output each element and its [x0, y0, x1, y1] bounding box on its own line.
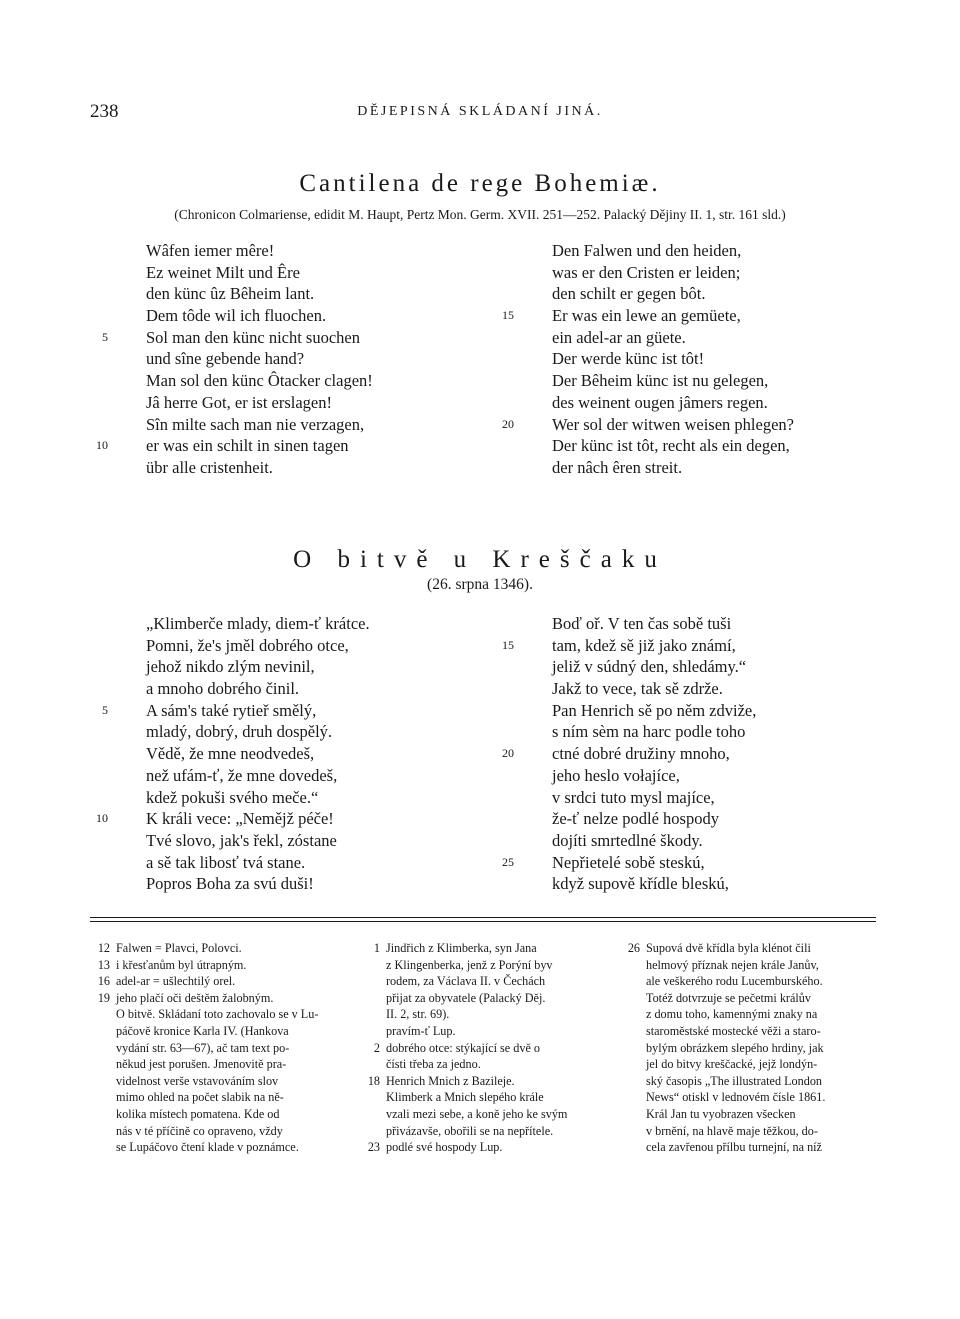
footnote-number — [360, 1023, 386, 1040]
footnotes-column-2 — [360, 940, 620, 1156]
footnote-text: ale veškerého rodu Lucemburského. — [646, 974, 823, 989]
verse-line: než ufám-ť, že mne dovedeš, — [146, 765, 338, 785]
footnote-number — [620, 1006, 646, 1023]
footnote-text: mimo ohled na počet slabik na ně- — [116, 1090, 284, 1105]
section2-date: (26. srpna 1346). — [427, 576, 533, 593]
footnote-text: Henrich Mnich z Bazileje. — [386, 1073, 515, 1088]
verse-line: Er was ein lewe an gemüete, — [552, 306, 741, 326]
footnote-number: 13 — [97, 957, 110, 972]
section2-right-column — [552, 613, 756, 895]
footnote-text: II. 2, str. 69). — [386, 1007, 450, 1022]
verse-line: den schilt er gegen bôt. — [552, 284, 706, 304]
verse-line: „Klimberče mlady, diem-ť krátce. — [146, 614, 370, 633]
verse-line: Dem tôde wil ich fluochen. — [146, 306, 327, 326]
verse-line: Jâ herre Got, er ist erslagen! — [146, 392, 333, 412]
verse-line: Pomni, že's jměl dobrého otce, — [146, 635, 349, 655]
footnote-number — [620, 957, 646, 974]
verse-line: Boď oř. V ten čas sobě tuši — [552, 614, 732, 633]
footnote-text: jel do bitvy kreščacké, jejž londýn- — [646, 1057, 818, 1072]
footnote-text: jeho plačí oči deštěm žalobným. — [116, 990, 274, 1005]
verse-line: v srdci tuto mysl majíce, — [552, 787, 715, 807]
footnote-text: z domu toho, kamennými znaky na — [646, 1007, 818, 1022]
footnote-text: v brnění, na hlavě maje těžkou, do- — [646, 1123, 818, 1138]
footnotes-column-3 — [620, 940, 876, 1156]
footnote-number — [620, 1139, 646, 1156]
verse-line: Jakž to vece, tak sě zdrže. — [552, 679, 723, 699]
verse-line: jeliž v súdný den, shledámy.“ — [552, 657, 747, 677]
verse-line: že-ť nelze podlé hospody — [552, 809, 719, 829]
footnote-line — [620, 1006, 876, 1023]
footnote-text: přivázavše, obořili se na nepřítele. — [386, 1123, 554, 1138]
footnote-line — [620, 1040, 876, 1057]
footnote-line — [90, 1006, 356, 1023]
verse-line: der nâch êren streit. — [552, 457, 683, 477]
verse-line: Der werde künc ist tôt! — [552, 349, 705, 369]
verse-line: Der Bêheim künc ist nu gelegen, — [552, 371, 769, 391]
footnote-text: helmový příznak nejen krále Janův, — [646, 957, 819, 972]
footnote-line — [360, 940, 620, 957]
verse-line: Wâfen iemer mêre! — [146, 241, 275, 260]
verse-line: den künc ûz Bêheim lant. — [146, 284, 315, 304]
footnote-text: Totéž dotvrzuje se pečetmi králův — [646, 990, 811, 1005]
line-number: 15 — [502, 637, 514, 652]
footnote-line — [360, 1056, 620, 1073]
footnote-number: 26 — [627, 941, 640, 955]
footnote-text: adel-ar = ušlechtilý orel. — [116, 974, 236, 989]
footnote-line — [360, 1139, 620, 1156]
section1-title: Cantilena de rege Bohemiæ. — [299, 170, 661, 197]
verse-line: jeho heslo vołajíce, — [552, 765, 680, 785]
footnote-number — [90, 1123, 116, 1140]
verse-line: jehož nikdo zlým nevinil, — [146, 657, 315, 677]
verse-line: Ez weinet Milt und Êre — [146, 262, 300, 282]
running-title: DĚJEPISNÁ SKLÁDANÍ JINÁ. — [357, 104, 603, 119]
verse-line: a sě tak libosť tvá stane. — [146, 852, 306, 872]
section2-right-line-numbers — [466, 613, 514, 895]
footnote-text: nás v té příčině co opraveno, vždy — [116, 1123, 283, 1138]
line-number: 5 — [102, 702, 108, 717]
footnote-line — [360, 1123, 620, 1140]
footnote-number — [360, 1056, 386, 1073]
footnote-line — [620, 1073, 876, 1090]
verse-line: a mnoho dobrého činil. — [146, 679, 300, 699]
footnote-number — [620, 1089, 646, 1106]
footnote-number — [360, 1123, 386, 1140]
verse-line: was er den Cristen er leiden; — [552, 262, 741, 282]
footnote-divider-secondary — [90, 921, 876, 922]
footnote-text: Klimberk a Mnich slepého krále — [386, 1090, 544, 1105]
line-number: 10 — [96, 438, 108, 453]
footnote-line — [90, 1073, 356, 1090]
verse-line: tam, kdež sě již jako známí, — [552, 635, 736, 655]
footnote-line — [620, 940, 876, 957]
line-number: 20 — [502, 746, 514, 761]
footnote-text: vydání str. 63—67), ač tam text po- — [116, 1040, 290, 1055]
section1-left-line-numbers — [60, 240, 108, 479]
footnote-number — [90, 1056, 116, 1073]
footnote-number — [620, 1123, 646, 1140]
footnote-text: páčově kronice Karla IV. (Hankova — [116, 1023, 289, 1038]
footnote-number — [90, 1040, 116, 1057]
footnote-number — [90, 1073, 116, 1090]
verse-line: Nepřietelé sobě steskú, — [552, 852, 705, 872]
footnote-number — [360, 1089, 386, 1106]
verse-line: Man sol den künc Ôtacker clagen! — [146, 371, 373, 391]
footnote-text: dobrého otce: stýkající se dvě o — [386, 1040, 540, 1055]
footnote-number — [620, 1040, 646, 1057]
verse-line: Sol man den künc nicht suochen — [146, 327, 361, 347]
verse-line: Popros Boha za svú duši! — [146, 874, 314, 894]
footnote-text: Falwen = Plavci, Polovci. — [116, 941, 242, 955]
footnote-line — [90, 957, 356, 974]
footnote-number: 1 — [373, 941, 380, 955]
footnote-line — [360, 1023, 620, 1040]
footnote-number — [620, 990, 646, 1007]
footnote-text: Král Jan tu vyobrazen všecken — [646, 1106, 796, 1121]
footnote-line — [620, 1023, 876, 1040]
verse-line: s ním sèm na harc podle toho — [552, 722, 746, 742]
line-number: 5 — [102, 329, 108, 344]
footnote-line — [360, 1089, 620, 1106]
footnote-text: čísti třeba za jedno. — [386, 1057, 481, 1072]
footnote-number — [360, 1106, 386, 1123]
section1-source: (Chronicon Colmariense, edidit M. Haupt, Pertz Mon. Germ. XVII. 251—252. Palacký Dějiny II. 1, str. 161 sld.) — [174, 207, 786, 222]
footnote-number: 19 — [97, 990, 110, 1005]
page-number: 238 — [90, 101, 119, 122]
section2-title: O bitvě u Kreščaku — [293, 546, 667, 573]
footnote-number — [360, 990, 386, 1007]
line-number: 20 — [502, 416, 514, 431]
verse-line: A sám's také rytieř smělý, — [146, 700, 317, 720]
footnote-text: i křesťanům byl útrapným. — [116, 957, 247, 972]
footnote-text: Supová dvě křídla byla klénot čili — [646, 941, 811, 955]
footnote-line — [620, 1089, 876, 1106]
section1-left-column — [146, 240, 373, 479]
footnote-number — [360, 973, 386, 990]
footnote-line — [360, 973, 620, 990]
verse-line: ctné dobré družiny mnoho, — [552, 744, 730, 764]
verse-line: když supově křídle bleskú, — [552, 874, 729, 894]
footnote-number — [620, 973, 646, 990]
verse-line: Den Falwen und den heiden, — [552, 241, 742, 260]
footnote-line — [360, 1106, 620, 1123]
verse-line: Wer sol der witwen weisen phlegen? — [552, 414, 794, 434]
footnote-number — [90, 1089, 116, 1106]
footnote-divider — [90, 917, 876, 918]
footnote-text: pravím-ť Lup. — [386, 1023, 456, 1038]
footnote-line — [360, 990, 620, 1007]
footnote-line — [360, 957, 620, 974]
verse-line: K králi vece: „Nemějž péče! — [146, 809, 334, 829]
footnote-line — [360, 1040, 620, 1057]
line-number: 25 — [502, 854, 514, 869]
verse-line: Pan Henrich sě po něm zdviže, — [552, 700, 757, 720]
footnote-text: staroměstské mostecké věži a staro- — [646, 1023, 821, 1038]
footnote-text: rodem, za Václava II. v Čechách — [386, 974, 546, 989]
footnote-line — [90, 973, 356, 990]
footnote-text: někud jest porušen. Jmenovitě pra- — [116, 1057, 287, 1072]
footnote-line — [90, 1106, 356, 1123]
footnote-number: 16 — [97, 974, 110, 989]
footnote-number — [620, 1073, 646, 1090]
footnote-number: 23 — [367, 1140, 380, 1155]
line-number: 10 — [96, 811, 108, 826]
footnote-text: Jindřich z Klimberka, syn Jana — [386, 941, 537, 955]
verse-line: übr alle cristenheit. — [146, 457, 273, 477]
footnote-text: kolika místech pomatena. Kde od — [116, 1106, 280, 1121]
footnote-line — [620, 957, 876, 974]
section2-left-column — [146, 613, 370, 895]
footnote-line — [360, 1073, 620, 1090]
footnote-line — [360, 1006, 620, 1023]
footnote-line — [620, 1139, 876, 1156]
verse-line: Tvé slovo, jak's řekl, zóstane — [146, 830, 337, 850]
verse-line: kdež pokuši svého meče.“ — [146, 787, 319, 807]
verse-line: ein adel-ar an güete. — [552, 327, 686, 347]
footnote-line — [620, 1106, 876, 1123]
verse-line: er was ein schilt in sinen tagen — [146, 436, 349, 456]
footnote-line — [620, 973, 876, 990]
footnote-text: bylým obrázkem slepého hrdiny, jak — [646, 1040, 824, 1055]
footnote-line — [90, 1089, 356, 1106]
footnote-line — [620, 1056, 876, 1073]
footnote-line — [90, 1040, 356, 1057]
footnote-text: videlnost verše vstavováním slov — [116, 1073, 279, 1088]
footnote-number — [620, 1056, 646, 1073]
footnote-line — [90, 1056, 356, 1073]
footnote-number — [620, 1023, 646, 1040]
verse-line: und sîne gebende hand? — [146, 349, 305, 369]
footnote-text: vzali mezi sebe, a koně jeho ke svým — [386, 1106, 568, 1121]
footnote-number — [360, 1006, 386, 1023]
footnotes-column-1 — [90, 940, 356, 1156]
footnote-line — [90, 1023, 356, 1040]
footnote-number — [90, 1106, 116, 1123]
footnote-line — [620, 990, 876, 1007]
footnote-text: se Lupáčovo čtení klade v poznámce. — [116, 1140, 299, 1155]
footnote-number — [90, 1006, 116, 1023]
footnote-text: News“ otiskl v lednovém čísle 1861. — [646, 1090, 826, 1105]
footnote-line — [620, 1123, 876, 1140]
footnote-number — [90, 1139, 116, 1156]
verse-line: dojíti smrtedlné škody. — [552, 830, 703, 850]
footnote-text: podlé své hospody Lup. — [386, 1140, 503, 1155]
verse-line: des weinent ougen jâmers regen. — [552, 392, 768, 412]
footnote-line — [90, 990, 356, 1007]
verse-line: Vědě, že mne neodvedeš, — [146, 744, 315, 764]
footnote-text: ský časopis „The illustrated London — [646, 1073, 823, 1088]
footnote-number — [360, 957, 386, 974]
footnote-line — [90, 1123, 356, 1140]
footnote-text: z Klingenberka, jenž z Porýní byv — [386, 957, 553, 972]
line-number: 15 — [502, 308, 514, 323]
section1-right-line-numbers — [466, 240, 514, 479]
footnote-line — [90, 1139, 356, 1156]
footnote-line — [90, 940, 356, 957]
section2-left-line-numbers — [60, 613, 108, 895]
footnote-number — [620, 1106, 646, 1123]
footnote-text: přijat za obyvatele (Palacký Děj. — [386, 990, 546, 1005]
footnote-number — [90, 1023, 116, 1040]
footnote-number: 18 — [367, 1073, 380, 1088]
verse-line: Sîn milte sach man nie verzagen, — [146, 414, 365, 434]
section1-right-column — [552, 240, 794, 479]
verse-line: Der künc ist tôt, recht als ein degen, — [552, 436, 790, 456]
footnote-number: 12 — [97, 941, 110, 955]
footnote-number: 2 — [373, 1040, 380, 1055]
footnote-text: O bitvě. Skládaní toto zachovalo se v Lu- — [116, 1007, 319, 1022]
verse-line: mladý, dobrý, druh dospělý. — [146, 722, 333, 742]
footnote-text: cela zavřenou přílbu turnejní, na níž — [646, 1140, 822, 1155]
